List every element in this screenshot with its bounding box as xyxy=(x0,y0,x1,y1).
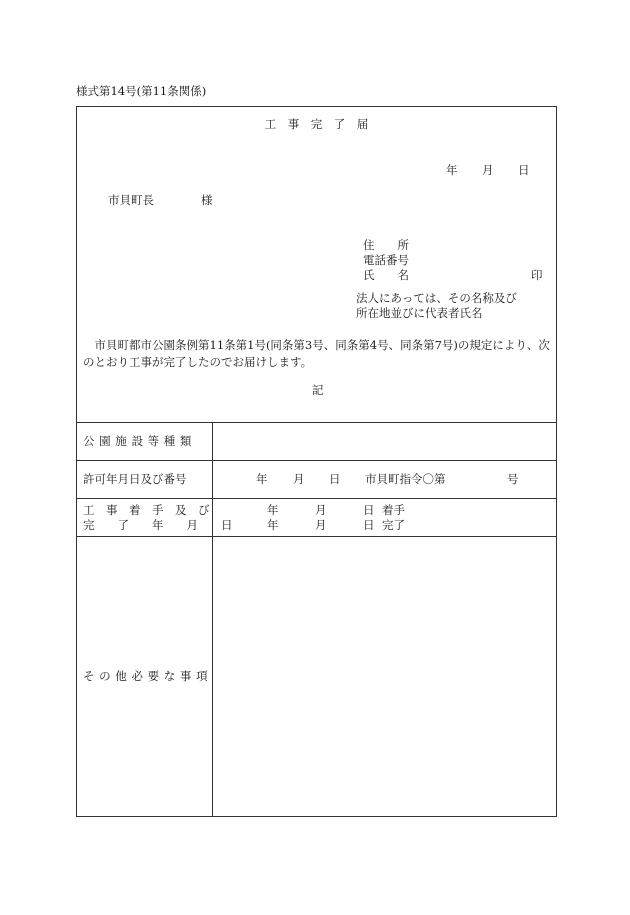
construction-label-line2: 完 了 年 月 日 xyxy=(83,518,233,532)
other-matters-label: そ の 他 必 要 な 事 項 xyxy=(83,669,209,683)
date-day: 日 xyxy=(518,163,530,177)
seal-mark: 印 xyxy=(531,268,543,282)
corporate-note-line1: 法人にあっては、その名称及び xyxy=(356,291,517,305)
date-month: 月 xyxy=(482,163,494,177)
table-column-divider xyxy=(212,422,213,816)
table-divider xyxy=(77,536,556,537)
end-day: 日 xyxy=(363,518,375,532)
end-month: 月 xyxy=(315,518,327,532)
construction-label-line1: 工 事 着 手 及 び xyxy=(83,503,210,517)
notification-form xyxy=(76,106,557,817)
permit-number-suffix: 号 xyxy=(507,472,519,486)
permit-year: 年 xyxy=(256,472,268,486)
start-year: 年 xyxy=(267,503,279,517)
start-day: 日 xyxy=(363,503,375,517)
facility-type-label: 公 園 施 設 等 種 類 xyxy=(83,434,192,448)
table-divider xyxy=(77,422,556,423)
permit-day: 日 xyxy=(329,472,341,486)
form-title: 工 事 完 了 届 xyxy=(264,117,369,131)
table-divider xyxy=(77,498,556,499)
addressee-honorific: 様 xyxy=(201,193,213,207)
addressee-name: 市貝町長 xyxy=(108,193,154,207)
end-year: 年 xyxy=(267,518,279,532)
start-month: 月 xyxy=(315,503,327,517)
ki-mark: 記 xyxy=(312,383,324,397)
applicant-phone-label: 電話番号 xyxy=(363,253,409,267)
permit-label: 許可年月日及び番号 xyxy=(83,472,187,486)
date-year: 年 xyxy=(446,163,458,177)
form-number-label: 様式第14号(第11条関係) xyxy=(76,84,207,98)
corporate-note-line2: 所在地並びに代表者氏名 xyxy=(356,306,483,320)
permit-number-prefix: 市貝町指令〇第 xyxy=(365,472,446,486)
permit-month: 月 xyxy=(293,472,305,486)
applicant-name-label: 氏 名 xyxy=(363,268,409,282)
table-divider xyxy=(77,460,556,461)
end-status: 完了 xyxy=(382,518,405,532)
declaration-text: 市貝町都市公園条例第11条第1号(同条第3号、同条第4号、同条第7号)の規定により、次のとおり工事が完了したのでお届けします。 xyxy=(83,338,550,369)
start-status: 着手 xyxy=(382,503,405,517)
applicant-address-label: 住 所 xyxy=(363,238,409,252)
